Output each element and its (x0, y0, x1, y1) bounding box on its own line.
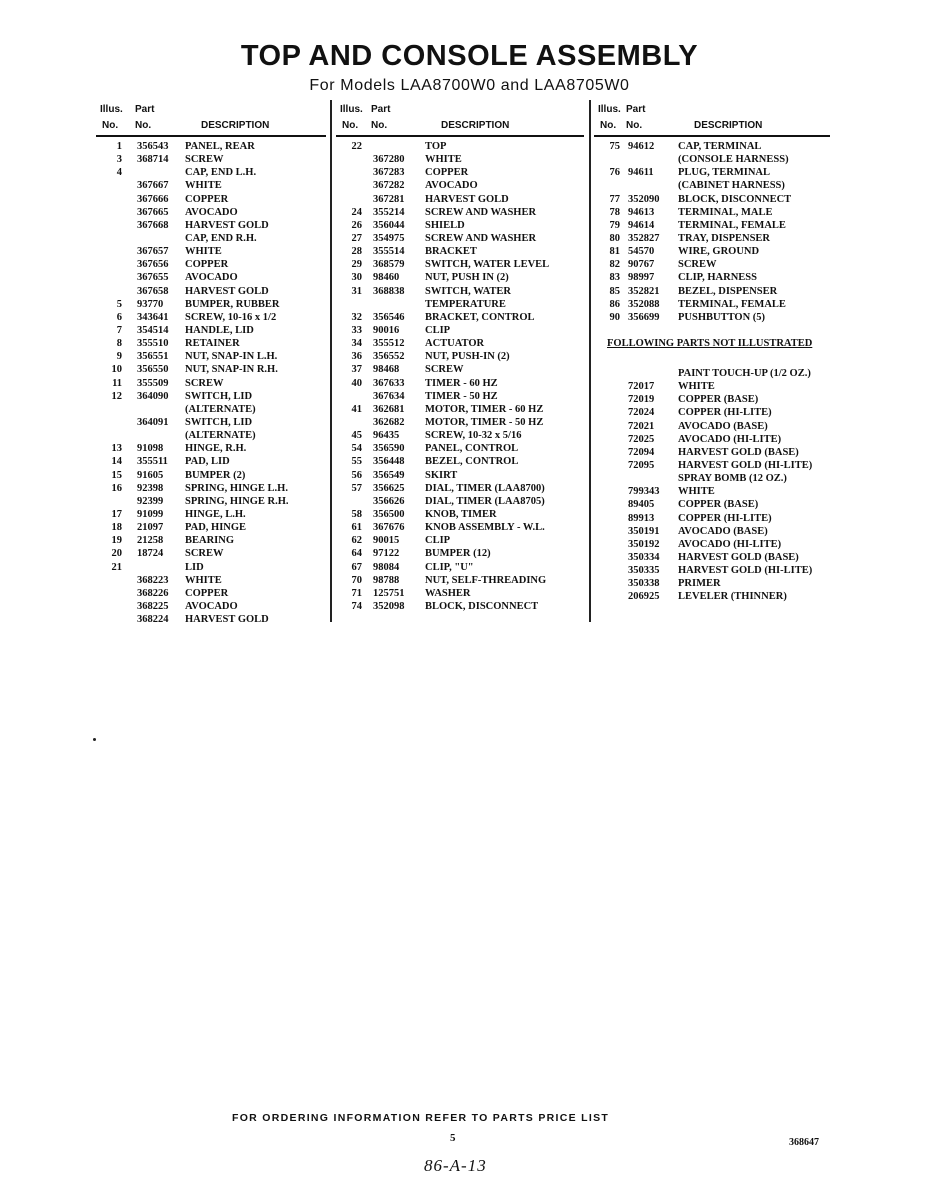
illus-number: 8 (116, 338, 122, 350)
part-header: No. (371, 120, 388, 131)
illus-number: 82 (609, 259, 620, 271)
part-number: 98788 (373, 574, 400, 586)
part-description: HARVEST GOLD (425, 193, 509, 205)
column-divider (330, 100, 332, 622)
part-description: SPRING, HINGE L.H. (185, 482, 288, 494)
part-description: CAP, TERMINAL (678, 141, 762, 152)
part-number: 368224 (137, 614, 169, 626)
part-number: 72025 (628, 433, 655, 445)
part-description: TERMINAL, FEMALE (678, 298, 786, 310)
illus-number: 1 (116, 141, 122, 152)
part-description: KNOB ASSEMBLY - W.L. (425, 522, 545, 534)
part-number: 72019 (628, 394, 655, 406)
part-number: 356625 (373, 482, 405, 494)
illus-number: 76 (609, 167, 620, 179)
part-description: WASHER (425, 587, 471, 599)
illus-number: 5 (116, 298, 122, 310)
part-description: SPRING, HINGE R.H. (185, 495, 289, 507)
part-description: WHITE (185, 180, 222, 192)
part-number: 367658 (137, 285, 169, 297)
part-number: 72017 (628, 381, 655, 393)
part-number: 97122 (373, 548, 400, 560)
part-number: 355512 (373, 338, 405, 350)
header-underline (336, 135, 584, 137)
part-number: 368225 (137, 600, 169, 612)
part-description: WHITE (185, 574, 222, 586)
illus-number: 34 (351, 338, 362, 350)
illus-header: Illus. (100, 104, 123, 115)
part-header: No. (135, 120, 152, 131)
part-description: AVOCADO (BASE) (678, 420, 768, 432)
part-description: HANDLE, LID (185, 324, 254, 336)
part-description: SCREW AND WASHER (425, 206, 537, 218)
column-header (340, 104, 588, 136)
part-description: SWITCH, LID (185, 416, 253, 428)
illus-number: 31 (351, 285, 362, 297)
illus-number: 3 (116, 154, 122, 166)
part-number: 356590 (373, 443, 405, 455)
header-underline (594, 135, 830, 137)
illus-number: 64 (351, 548, 362, 560)
part-number: 352821 (628, 285, 660, 297)
illus-header: No. (600, 120, 617, 131)
part-number: 356626 (373, 495, 405, 507)
illus-number: 30 (351, 272, 362, 284)
not-illustrated-heading: FOLLOWING PARTS NOT ILLUSTRATED (607, 338, 813, 349)
part-description: COPPER (425, 167, 469, 179)
part-number: 72024 (628, 407, 655, 419)
part-number: 89405 (628, 499, 655, 511)
illus-number: 10 (111, 364, 122, 376)
illus-number: 71 (351, 587, 362, 599)
part-description: SKIRT (425, 469, 458, 481)
part-description: TIMER - 60 HZ (425, 377, 498, 389)
scan-speck (93, 738, 96, 741)
part-description: HARVEST GOLD (HI-LITE) (678, 459, 813, 471)
part-number: 355511 (137, 456, 168, 468)
part-description: CLIP, HARNESS (678, 272, 757, 284)
part-description: CLIP (425, 324, 451, 336)
part-description: COPPER (HI-LITE) (678, 512, 772, 524)
illus-number: 90 (609, 311, 620, 323)
illus-number: 70 (351, 574, 362, 586)
part-description: PAINT TOUCH-UP (1/2 OZ.) (678, 368, 811, 379)
part-number: 343641 (137, 311, 169, 323)
part-description: HARVEST GOLD (BASE) (678, 446, 799, 458)
part-description: NUT, PUSH-IN (2) (425, 351, 510, 363)
illus-number: 32 (351, 311, 362, 323)
part-number: 367666 (137, 193, 169, 205)
part-description: HARVEST GOLD (185, 219, 269, 231)
part-description: AVOCADO (HI-LITE) (678, 538, 782, 550)
illus-number: 41 (351, 403, 362, 415)
illus-number: 19 (111, 535, 122, 547)
part-number: 98460 (373, 272, 400, 284)
column-divider (589, 100, 591, 622)
part-number: 96435 (373, 430, 400, 442)
part-number: 350191 (628, 525, 660, 537)
illus-number: 61 (351, 522, 362, 534)
part-description: SCREW (185, 548, 224, 560)
part-description: SCREW, 10-32 x 5/16 (425, 430, 522, 442)
part-number: 356552 (373, 351, 405, 363)
illus-header: Illus. (340, 104, 363, 115)
part-number: 98997 (628, 272, 655, 284)
part-description: PLUG, TERMINAL (678, 167, 770, 179)
part-number: 91099 (137, 508, 164, 520)
part-description: PRIMER (678, 578, 721, 590)
illus-number: 20 (111, 548, 122, 560)
part-header: Part (135, 104, 155, 115)
part-number: 90767 (628, 259, 655, 271)
part-number: 368223 (137, 574, 169, 586)
illus-number: 11 (112, 377, 122, 389)
part-number: 362682 (373, 416, 405, 428)
column-header (598, 104, 834, 136)
part-description: TERMINAL, FEMALE (678, 219, 786, 231)
part-number: 350335 (628, 565, 660, 577)
part-number: 94614 (628, 219, 655, 231)
part-header: No. (626, 120, 643, 131)
illus-number: 33 (351, 324, 362, 336)
part-number: 355510 (137, 338, 169, 350)
illus-number: 67 (351, 561, 362, 573)
part-description: HINGE, L.H. (185, 508, 246, 520)
part-number: 356500 (373, 508, 405, 520)
part-number: 18724 (137, 548, 164, 560)
part-description: SCREW (185, 154, 224, 166)
part-description: PUSHBUTTON (5) (678, 311, 766, 323)
part-number: 364090 (137, 390, 169, 402)
part-number: 98084 (373, 561, 400, 573)
column-header (100, 104, 330, 136)
part-number: 367676 (373, 522, 405, 534)
part-number: 206925 (628, 591, 660, 603)
part-number: 356549 (373, 469, 405, 481)
illus-header: No. (342, 120, 359, 131)
illus-number: 57 (351, 482, 362, 494)
illus-number: 7 (116, 324, 122, 336)
part-description: TRAY, DISPENSER (678, 232, 771, 244)
part-number: 125751 (373, 587, 405, 599)
part-description: COPPER (185, 193, 229, 205)
illus-number: 13 (111, 443, 122, 455)
part-description: LEVELER (THINNER) (678, 591, 787, 603)
illus-number: 78 (609, 206, 620, 218)
part-description: KNOB, TIMER (425, 508, 497, 520)
part-description: RETAINER (185, 338, 240, 350)
part-number: 356044 (373, 219, 405, 231)
part-description: SWITCH, WATER LEVEL (425, 259, 550, 271)
illus-number: 36 (351, 351, 362, 363)
part-number: 367657 (137, 246, 169, 258)
illus-number: 9 (116, 351, 122, 363)
part-description: BEARING (185, 535, 235, 547)
part-number: 799343 (628, 486, 660, 498)
part-description: HARVEST GOLD (BASE) (678, 551, 799, 563)
part-description: TEMPERATURE (425, 298, 506, 310)
part-number: 92398 (137, 482, 164, 494)
part-description: AVOCADO (185, 206, 238, 218)
part-number: 92399 (137, 495, 164, 507)
part-description: COPPER (185, 587, 229, 599)
part-number: 356550 (137, 364, 169, 376)
illus-number: 21 (111, 561, 122, 573)
part-number: 367665 (137, 206, 169, 218)
part-description: HARVEST GOLD (185, 285, 269, 297)
illus-number: 83 (609, 272, 620, 284)
part-number: 94613 (628, 206, 655, 218)
part-number: 367283 (373, 167, 405, 179)
part-number: 356551 (137, 351, 169, 363)
illus-number: 26 (351, 219, 362, 231)
part-number: 91098 (137, 443, 164, 455)
part-description: SPRAY BOMB (12 OZ.) (678, 473, 787, 485)
part-description: NUT, PUSH IN (2) (425, 272, 509, 284)
part-description: WHITE (425, 154, 462, 166)
part-number: 72094 (628, 446, 655, 458)
part-number: 368226 (137, 587, 169, 599)
part-description: SWITCH, WATER (425, 285, 511, 297)
parts-column-2 (340, 104, 588, 612)
part-description: COPPER (185, 259, 229, 271)
part-description: WHITE (678, 486, 715, 498)
part-description: HARVEST GOLD (185, 614, 269, 626)
part-number: 355214 (373, 206, 405, 218)
part-description: HINGE, R.H. (185, 443, 247, 455)
part-description: CAP, END L.H. (185, 167, 257, 179)
illus-number: 54 (351, 443, 362, 455)
part-description: NUT, SNAP-IN L.H. (185, 351, 278, 363)
illus-number: 79 (609, 219, 620, 231)
part-description: BUMPER, RUBBER (185, 298, 280, 310)
part-number: 368838 (373, 285, 405, 297)
part-number: 21258 (137, 535, 164, 547)
illus-number: 22 (351, 141, 362, 152)
part-description: SHIELD (425, 219, 465, 231)
illus-header: No. (102, 120, 119, 131)
part-number: 354514 (137, 324, 169, 336)
part-description: (ALTERNATE) (185, 430, 256, 442)
illus-number: 55 (351, 456, 362, 468)
part-number: 368579 (373, 259, 405, 271)
part-description: WHITE (185, 246, 222, 258)
part-description: TERMINAL, MALE (678, 206, 773, 218)
document-number: 368647 (789, 1137, 819, 1148)
part-number: 72095 (628, 459, 655, 471)
illus-number: 15 (111, 469, 122, 481)
part-number: 94612 (628, 141, 655, 152)
part-description: NUT, SNAP-IN R.H. (185, 364, 278, 376)
page-number: 5 (450, 1132, 456, 1144)
part-number: 352098 (373, 600, 405, 612)
part-description: SCREW AND WASHER (425, 232, 537, 244)
part-number: 364091 (137, 416, 169, 428)
part-number: 367282 (373, 180, 405, 192)
part-description: COPPER (BASE) (678, 499, 759, 511)
illus-number: 16 (111, 482, 122, 494)
illus-number: 80 (609, 232, 620, 244)
part-number: 367633 (373, 377, 405, 389)
part-description: PANEL, REAR (185, 141, 255, 152)
part-description: MOTOR, TIMER - 50 HZ (425, 416, 544, 428)
illus-number: 81 (609, 246, 620, 258)
part-description: (CABINET HARNESS) (678, 180, 785, 192)
part-description: SCREW (678, 259, 717, 271)
part-description: TOP (425, 141, 447, 152)
part-number: 367668 (137, 219, 169, 231)
page-title: TOP AND CONSOLE ASSEMBLY (240, 40, 699, 72)
part-description: (CONSOLE HARNESS) (678, 154, 789, 166)
part-description: SWITCH, LID (185, 390, 253, 402)
illus-number: 24 (351, 206, 362, 218)
part-number: 368714 (137, 154, 169, 166)
part-number: 90015 (373, 535, 400, 547)
illus-number: 77 (609, 193, 620, 205)
part-description: AVOCADO (HI-LITE) (678, 433, 782, 445)
part-description: CLIP (425, 535, 451, 547)
parts-column-3 (598, 104, 834, 323)
illus-number: 56 (351, 469, 362, 481)
illus-number: 18 (111, 522, 122, 534)
illus-number: 29 (351, 259, 362, 271)
part-description: ACTUATOR (425, 338, 485, 350)
part-number: 356699 (628, 311, 660, 323)
part-description: BLOCK, DISCONNECT (678, 193, 792, 205)
illus-number: 75 (609, 141, 620, 152)
part-description: AVOCADO (185, 600, 238, 612)
description-header: DESCRIPTION (441, 120, 510, 131)
part-description: SCREW (425, 364, 464, 376)
part-description: COPPER (HI-LITE) (678, 407, 772, 419)
part-number: 356448 (373, 456, 405, 468)
illus-number: 40 (351, 377, 362, 389)
part-description: SCREW (185, 377, 224, 389)
part-description: BUMPER (12) (425, 548, 491, 560)
part-number: 91605 (137, 469, 164, 481)
part-number: 350338 (628, 578, 660, 590)
part-number: 94611 (628, 167, 654, 179)
part-description: CLIP, "U" (425, 561, 474, 573)
part-description: BUMPER (2) (185, 469, 246, 481)
part-description: AVOCADO (185, 272, 238, 284)
illus-number: 58 (351, 508, 362, 520)
part-description: WIRE, GROUND (678, 246, 760, 258)
part-number: 21097 (137, 522, 164, 534)
part-header: Part (626, 104, 646, 115)
part-description: BLOCK, DISCONNECT (425, 600, 539, 612)
part-description: DIAL, TIMER (LAA8700) (425, 482, 545, 494)
part-description: COPPER (BASE) (678, 394, 759, 406)
part-description: PANEL, CONTROL (425, 443, 519, 455)
illus-number: 86 (609, 298, 620, 310)
ordering-note: FOR ORDERING INFORMATION REFER TO PARTS PRICE LIST (232, 1112, 610, 1124)
part-number: 352088 (628, 298, 660, 310)
part-number: 98468 (373, 364, 400, 376)
illus-number: 14 (111, 456, 122, 468)
part-description: BEZEL, CONTROL (425, 456, 519, 468)
description-header: DESCRIPTION (201, 120, 270, 131)
part-number: 72021 (628, 420, 655, 432)
part-number: 352827 (628, 232, 660, 244)
illus-number: 12 (111, 390, 122, 402)
part-number: 356543 (137, 141, 169, 152)
illus-number: 37 (351, 364, 362, 376)
part-description: TIMER - 50 HZ (425, 390, 498, 402)
part-number: 367281 (373, 193, 405, 205)
illus-number: 74 (351, 600, 362, 612)
part-number: 367667 (137, 180, 169, 192)
part-number: 350334 (628, 551, 660, 563)
part-description: HARVEST GOLD (HI-LITE) (678, 565, 813, 577)
part-number: 89913 (628, 512, 655, 524)
illus-number: 17 (111, 508, 122, 520)
illus-header: Illus. (598, 104, 621, 115)
part-description: DIAL, TIMER (LAA8705) (425, 495, 545, 507)
handwritten-note: 86-A-13 (424, 1156, 487, 1175)
illus-number: 85 (609, 285, 620, 297)
illus-number: 27 (351, 232, 362, 244)
part-number: 367656 (137, 259, 169, 271)
part-description: AVOCADO (425, 180, 478, 192)
part-number: 90016 (373, 324, 400, 336)
part-number: 93770 (137, 298, 164, 310)
part-description: BRACKET, CONTROL (425, 311, 535, 323)
part-description: WHITE (678, 381, 715, 393)
part-number: 367634 (373, 390, 405, 402)
description-header: DESCRIPTION (694, 120, 763, 131)
part-description: BRACKET (425, 246, 477, 258)
part-number: 355514 (373, 246, 405, 258)
parts-column-1 (100, 104, 330, 626)
part-number: 355509 (137, 377, 169, 389)
part-description: PAD, HINGE (185, 522, 247, 534)
part-number: 362681 (373, 403, 405, 415)
header-underline (96, 135, 326, 137)
part-description: MOTOR, TIMER - 60 HZ (425, 403, 544, 415)
part-number: 354975 (373, 232, 405, 244)
part-description: (ALTERNATE) (185, 403, 256, 415)
illus-number: 62 (351, 535, 362, 547)
part-description: NUT, SELF-THREADING (425, 574, 547, 586)
part-description: AVOCADO (BASE) (678, 525, 768, 537)
part-description: SCREW, 10-16 x 1/2 (185, 311, 277, 323)
illus-number: 6 (116, 311, 122, 323)
part-number: 54570 (628, 246, 655, 258)
part-description: LID (185, 561, 204, 573)
part-number: 356546 (373, 311, 405, 323)
part-description: BEZEL, DISPENSER (678, 285, 778, 297)
part-description: PAD, LID (185, 456, 230, 468)
illus-number: 45 (351, 430, 362, 442)
part-number: 350192 (628, 538, 660, 550)
page-subtitle: For Models LAA8700W0 and LAA8705W0 (309, 77, 630, 94)
part-number: 367280 (373, 154, 405, 166)
part-number: 352090 (628, 193, 660, 205)
part-header: Part (371, 104, 391, 115)
illus-number: 4 (116, 167, 122, 179)
part-number: 367655 (137, 272, 169, 284)
part-description: CAP, END R.H. (185, 232, 257, 244)
illus-number: 28 (351, 246, 362, 258)
